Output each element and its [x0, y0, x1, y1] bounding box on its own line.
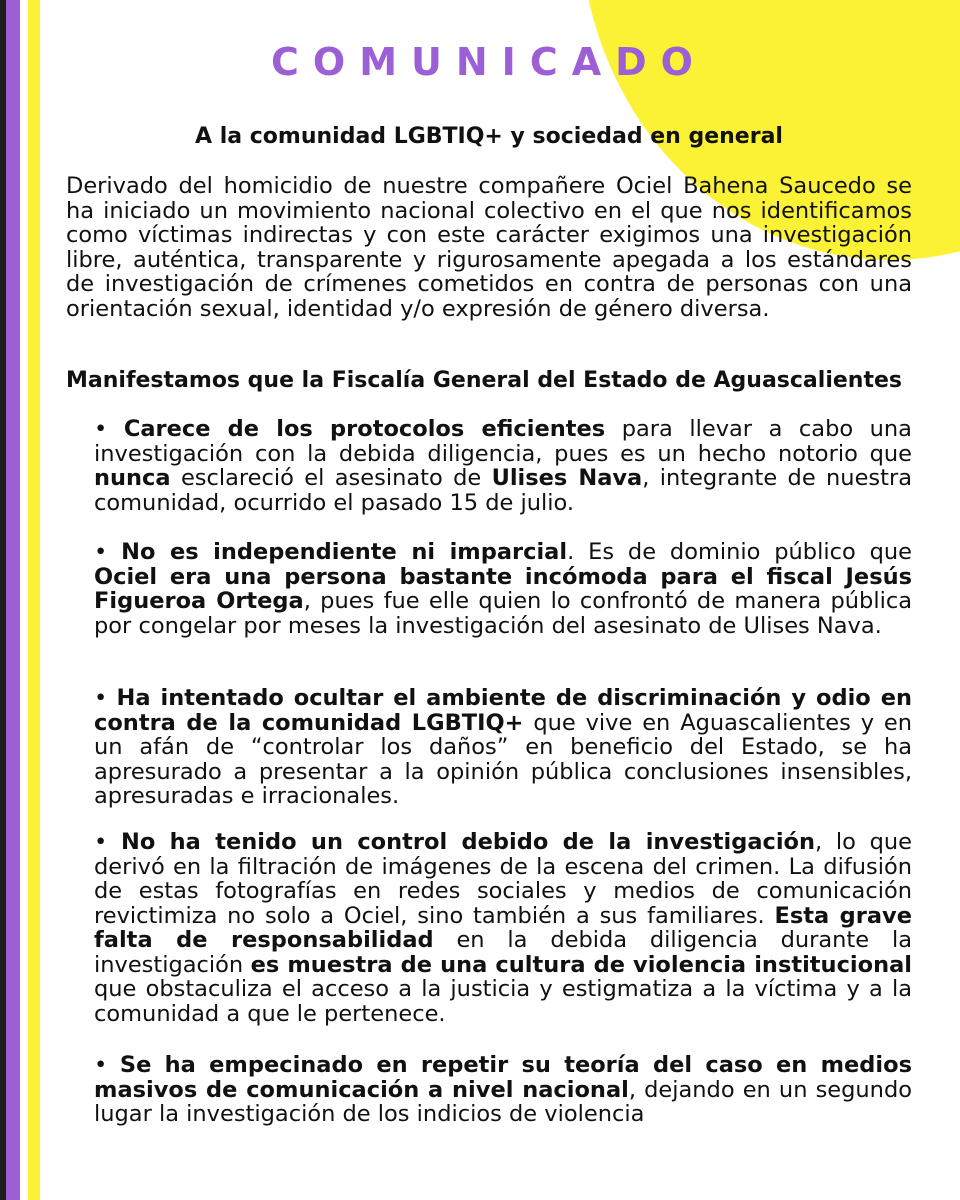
bullet-text: en la debida diligencia durante la investigación: [94, 927, 912, 978]
bullet-text: , pues fue elle quien lo confrontó de manera pública por congelar por meses la investigación del asesinato de Ulises Nava.: [94, 588, 912, 639]
bullet-emphasis: Se ha empecinado en repetir su teoría del caso en medios masivos de comunicación a nivel nacional: [94, 1052, 912, 1103]
manifest-heading: Manifestamos que la Fiscalía General del Estado de Aguascalientes: [66, 368, 902, 393]
bullet-item: • Se ha empecinado en repetir su teoría del caso en medios masivos de comunicación a nivel nacional, dejando en un segundo lugar la investigación de los indicios de violencia: [94, 1052, 912, 1127]
intro-paragraph: Derivado del homicidio de nuestre compañere Ociel Bahena Saucedo se ha iniciado un movimiento nacional colectivo en el que nos identificamos como víctimas indirectas y con este carácter exigimos una investigación libre, auténtica, transparente y rigurosamente apegada a los estándares de investigación de crímenes cometidos en contra de personas con una orientación sexual, identidad y/o expresión de género diversa.: [66, 173, 912, 322]
page-title: COMUNICADO: [271, 40, 707, 84]
bullet-emphasis: Ulises Nava: [491, 465, 643, 491]
bullet-text: , lo que derivó en la filtración de imágenes de la escena del crimen. La difusión de estas fotografías en redes sociales y medios de comunicación revictimiza no solo a Ociel, sino también a sus familiares.: [94, 829, 912, 929]
bullet-emphasis: Carece de los protocolos eficientes: [123, 416, 606, 442]
bullet-emphasis: No ha tenido un control debido de la investigación: [120, 829, 816, 855]
bullet-emphasis: Ociel era una persona bastante incómoda para el fiscal Jesús Figueroa Ortega: [94, 563, 912, 614]
bullet-emphasis: es muestra de una cultura de violencia institucional: [250, 951, 912, 978]
bullet-item: • Ha intentado ocultar el ambiente de discriminación y odio en contra de la comunidad LGBTIQ+ que vive en Aguascalientes y en un afán de “controlar los daños” en beneficio del Estado, se ha apresurado a presentar a la opinión pública conclusiones insensibles, apresuradas e irracionales.: [94, 685, 913, 809]
bullet-item: • Carece de los protocolos eficientes para llevar a cabo una investigación con la debida diligencia, pues es un hecho notorio que nunca esclareció el asesinato de Ulises Nava, integrante de nuestra comunidad, ocurrido el pasado 15 de julio.: [94, 416, 912, 516]
bullet-text: que obstaculiza el acceso a la justicia y estigmatiza a la víctima y a la comunidad a que le pertenece.: [94, 976, 912, 1027]
bullet-text: , dejando en un segundo lugar la investigación de los indicios de violencia: [94, 1076, 912, 1127]
bullet-text: para llevar a cabo una investigación con la debida diligencia, pues es un hecho notorio que: [94, 416, 912, 467]
addressee-heading: A la comunidad LGBTIQ+ y sociedad en general: [195, 124, 783, 149]
bullet-emphasis: Ha intentado ocultar el ambiente de discriminación y odio en contra de la comunidad LGBTIQ+: [94, 685, 912, 736]
bullet-emphasis: nunca: [94, 465, 171, 491]
bullet-text: que vive en Aguascalientes y en un afán de “controlar los daños” en beneficio del Estado, se ha apresurado a presentar a la opinión pública conclusiones insensibles, apresuradas e irracionales.: [94, 709, 913, 809]
bullet-text: , integrante de nuestra comunidad, ocurrido el pasado 15 de julio.: [94, 465, 912, 516]
bullet-text: . Es de dominio público que: [567, 539, 912, 565]
bullet-item: • No ha tenido un control debido de la investigación, lo que derivó en la filtración de imágenes de la escena del crimen. La difusión de estas fotografías en redes sociales y medios de comunicación revictimiza no solo a Ociel, sino también a sus familiares. Esta grave falta de responsabilidad en la debida diligencia durante la investigación es muestra de una cultura de violencia institucional que obstaculiza el acceso a la justicia y estigmatiza a la víctima y a la comunidad a que le pertenece.: [94, 829, 912, 1027]
bullet-emphasis: Esta grave falta de responsabilidad: [94, 902, 912, 953]
bullet-text: esclareció el asesinato de: [170, 465, 492, 491]
bullet-emphasis: No es independiente ni imparcial: [121, 539, 568, 565]
left-stripe-yellow: [28, 0, 40, 1200]
bullet-item: • No es independiente ni imparcial. Es de dominio público que Ociel era una persona bastante incómoda para el fiscal Jesús Figueroa Ortega, pues fue elle quien lo confrontó de manera pública por congelar por meses la investigación del asesinato de Ulises Nava.: [94, 539, 912, 639]
left-stripe-white: [20, 0, 28, 1200]
left-stripe-purple: [6, 0, 20, 1200]
